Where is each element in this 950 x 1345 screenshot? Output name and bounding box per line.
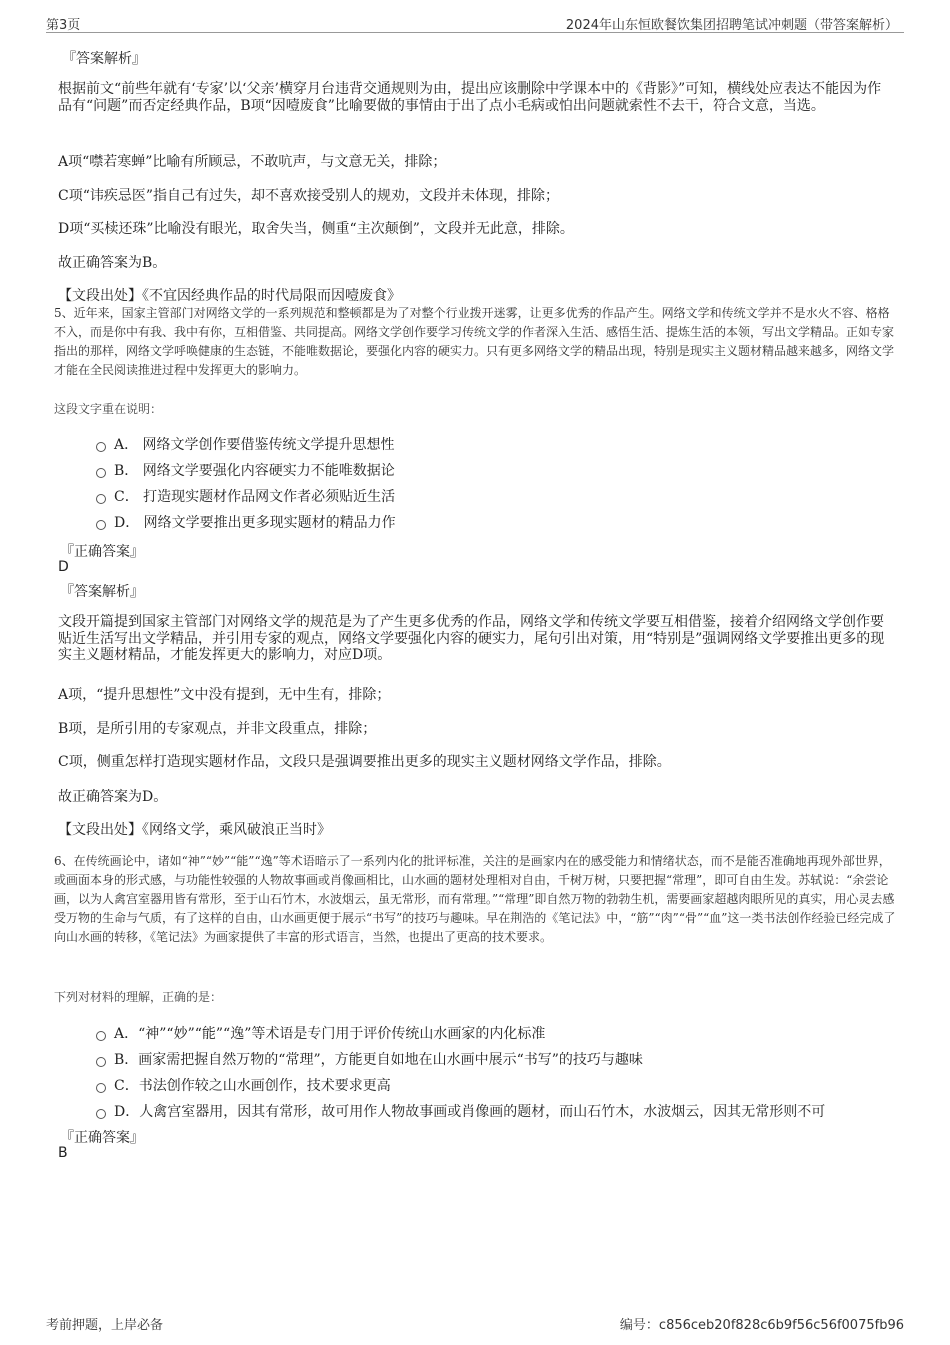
- question-6-option-a[interactable]: [96, 1023, 896, 1045]
- page-header: [46, 14, 904, 33]
- option-label: C． 打造现实题材作品网文作者必须贴近生活: [114, 489, 396, 505]
- analysis-line-a: A项“噤若寒蝉”比喻有所顾忌，不敢吭声，与文意无关，排除；: [58, 154, 447, 170]
- question-6-passage: 6、在传统画论中，诸如“神”“妙”“能”“逸”等术语暗示了一系列内化的批评标准，关注的是画家内在的感受能力和情绪状态，而不是能否准确地再现外部世界，或画面本身的形式感，与功能性较强的人物故事画或肖像画相比，山水画的题材处理相对自由，千树万树，只要把握“常理”，即可自由生发。苏轼说：“余尝论画，以为人禽宫室器用皆有常形，至于山石竹木，水波烟云，虽无常形，而有常理。”“常理”即自然万物的勃勃生机，需要画家超越肉眼所见的真实，用心灵去感受万物的生命与气质，有了这样的自由，山水画更便于展示“书写”的技巧与趣味。早在荆浩的《笔记法》中，“筋”“肉”“骨”“血”这一类书法创作经验已经完成了向山水画的转移，《笔记法》为画家提供了丰富的形式语言，当然，也提出了更高的技术要求。: [54, 854, 896, 944]
- option-label: B．画家需把握自然万物的“常理”，方能更自如地在山水画中展示“书写”的技巧与趣味: [114, 1052, 643, 1068]
- radio-button[interactable]: [96, 494, 106, 504]
- radio-button[interactable]: [96, 442, 106, 452]
- source-citation: 【文段出处】《不宜因经典作品的时代局限而因噎废食》: [58, 288, 401, 304]
- document-title: 2024年山东恒欧餐饮集团招聘笔试冲刺题（带答案解析）: [565, 18, 898, 33]
- correct-answer-value: D: [58, 559, 69, 575]
- question-5-option-a[interactable]: [96, 434, 796, 456]
- correct-answer-value: B: [58, 1145, 68, 1161]
- correct-answer-label: 『正确答案』: [60, 544, 144, 560]
- analysis-conclusion: 故正确答案为D。: [58, 789, 168, 805]
- radio-button[interactable]: [96, 1031, 106, 1041]
- analysis-line-d: D项“买椟还珠”比喻没有眼光，取舍失当，侧重“主次颠倒”，文段并无此意，排除。: [58, 221, 574, 237]
- question-6-option-d[interactable]: [96, 1101, 896, 1123]
- radio-button[interactable]: [96, 520, 106, 530]
- analysis-line-a: A项，“提升思想性”文中没有提到，无中生有，排除；: [58, 687, 391, 703]
- option-label: A．“神”“妙”“能”“逸”等术语是专门用于评价传统山水画家的内化标准: [114, 1026, 546, 1042]
- analysis-label: 『答案解析』: [62, 51, 146, 67]
- radio-button[interactable]: [96, 1083, 106, 1093]
- radio-button[interactable]: [96, 1057, 106, 1067]
- option-label: D．人禽宫室器用，因其有常形，故可用作人物故事画或肖像画的题材，而山石竹木，水波烟云，因其无常形则不可: [114, 1104, 826, 1120]
- question-6-option-c[interactable]: [96, 1075, 896, 1097]
- question-5-option-c[interactable]: [96, 486, 796, 508]
- option-label: C．书法创作较之山水画创作，技术要求更高: [114, 1078, 391, 1094]
- analysis-line-c: C项“讳疾忌医”指自己有过失，却不喜欢接受别人的规劝，文段并未体现，排除；: [58, 188, 560, 204]
- question-5-passage: 5、近年来，国家主管部门对网络文学的一系列规范和整顿都是为了对整个行业拨开迷雾，让更多优秀的作品产生。网络文学和传统文学并不是水火不容、格格不入，而是你中有我、我中有你，互相借鉴、共同提高。网络文学创作要学习传统文学的作者深入生活、感悟生活、提炼生活的本领，写出文学精品。正如专家指出的那样，网络文学呼唤健康的生态链，不能唯数据论，要强化内容的硬实力。只有更多网络文学的精品出现，特别是现实主义题材精品越来越多，网络文学才能在全民阅读推进过程中发挥更大的影响力。: [54, 306, 895, 377]
- question-5-option-b[interactable]: [96, 460, 796, 482]
- question-5-instruction: 这段文字重在说明：: [54, 402, 163, 416]
- source-citation: 【文段出处】《网络文学，乘风破浪正当时》: [58, 822, 331, 838]
- page-number: 第3页: [46, 18, 81, 33]
- question-6-option-b[interactable]: [96, 1049, 896, 1071]
- question-6-instruction: 下列对材料的理解，正确的是：: [54, 990, 223, 1004]
- correct-answer-label: 『正确答案』: [60, 1130, 144, 1146]
- page-footer: [46, 1314, 904, 1332]
- analysis-line-c: C项，侧重怎样打造现实题材作品，文段只是强调要推出更多的现实主义题材网络文学作品，排除。: [58, 754, 671, 770]
- analysis-label: 『答案解析』: [60, 584, 144, 600]
- analysis-paragraph: 根据前文“前些年就有‘专家’以‘父亲’横穿月台违背交通规则为由，提出应该删除中学课本中的《背影》”可知，横线处应表达不能因为作品有“问题”而否定经典作品，B项“因噎废食”比喻要做的事情由于出了点小毛病或怕出问题就索性不去干，符合文意，当选。: [58, 81, 882, 114]
- option-label: B． 网络文学要强化内容硬实力不能唯数据论: [114, 463, 395, 479]
- analysis-paragraph: 文段开篇提到国家主管部门对网络文学的规范是为了产生更多优秀的作品，网络文学和传统文学要互相借鉴，接着介绍网络文学创作要贴近生活写出文学精品，并引用专家的观点，网络文学要强化内容的硬实力，尾句引出对策，用“特别是”强调网络文学要推出更多的现实主义题材精品，才能发挥更大的影响力，对应D项。: [58, 614, 885, 663]
- option-label: A． 网络文学创作要借鉴传统文学提升思想性: [114, 437, 395, 453]
- radio-button[interactable]: [96, 468, 106, 478]
- option-label: D． 网络文学要推出更多现实题材的精品力作: [114, 515, 396, 531]
- radio-button[interactable]: [96, 1109, 106, 1119]
- analysis-conclusion: 故正确答案为B。: [58, 255, 167, 271]
- question-5-option-d[interactable]: [96, 512, 796, 534]
- analysis-line-b: B项，是所引用的专家观点，并非文段重点，排除；: [58, 721, 377, 737]
- footer-slogan: 考前押题，上岸必备: [46, 1318, 164, 1333]
- document-id: 编号：c856ceb20f828c6b9f56c56f0075fb96: [619, 1318, 904, 1333]
